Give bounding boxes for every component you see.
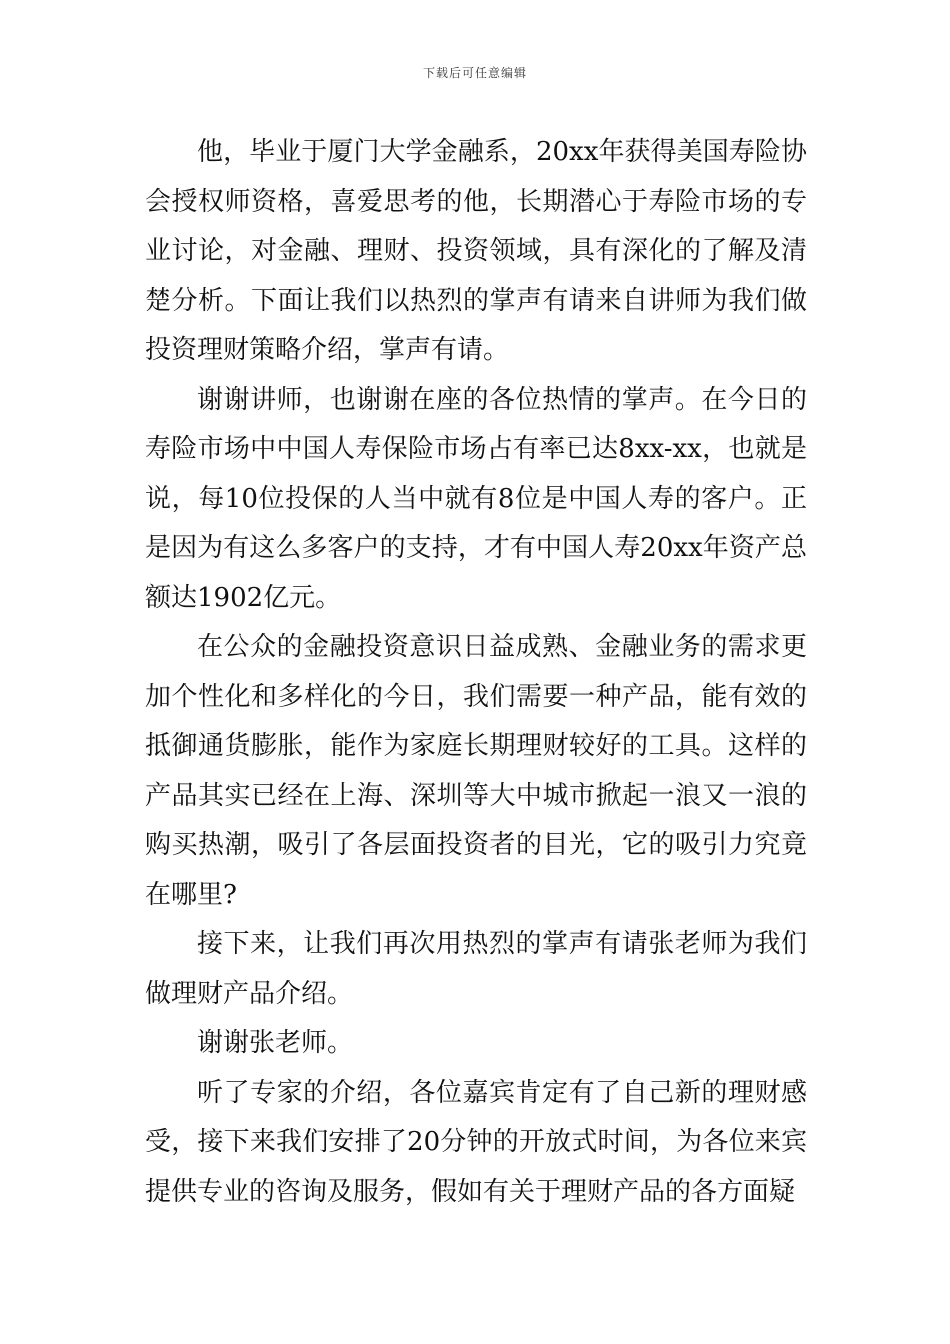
paragraph-thanks-zhang: 谢谢张老师。: [197, 1028, 354, 1058]
paragraph-open-session: 听了专家的介绍，各位嘉宾肯定有了自己新的理财感受，接下来我们安排了20分钟的开放式时间，为各位来宾提供专业的咨询及服务，假如有关于理财产品的各方面疑: [145, 1077, 807, 1207]
paragraph-product-need: 在公众的金融投资意识日益成熟、金融业务的需求更加个性化和多样化的今日，我们需要一种产品，能有效的抵御通货膨胀，能作为家庭长期理财较好的工具。这样的产品其实已经在上海、深圳等大中城市掀起一浪又一浪的购买热潮，吸引了各层面投资者的目光，它的吸引力究竟在哪里?: [145, 632, 807, 910]
header-note: 下载后可任意编辑: [422, 66, 527, 80]
paragraph-speaker-intro: 他，毕业于厦门大学金融系，20xx年获得美国寿险协会授权师资格，喜爱思考的他，长期潜心于寿险市场的专业讨论，对金融、理财、投资领域，具有深化的了解及清楚分析。下面让我们以热烈的掌声有请来自讲师为我们做投资理财策略介绍，掌声有请。: [145, 137, 807, 365]
paragraph-market-share: 谢谢讲师，也谢谢在座的各位热情的掌声。在今日的寿险市场中中国人寿保险市场占有率已达8xx-xx，也就是说，每10位投保的人当中就有8位是中国人寿的客户。正是因为有这么多客户的支持，才有中国人寿20xx年资产总额达1902亿元。: [145, 384, 807, 613]
paragraph-invite-zhang: 接下来，让我们再次用热烈的掌声有请张老师为我们做理财产品介绍。: [145, 929, 807, 1009]
document-body: [145, 128, 807, 1217]
